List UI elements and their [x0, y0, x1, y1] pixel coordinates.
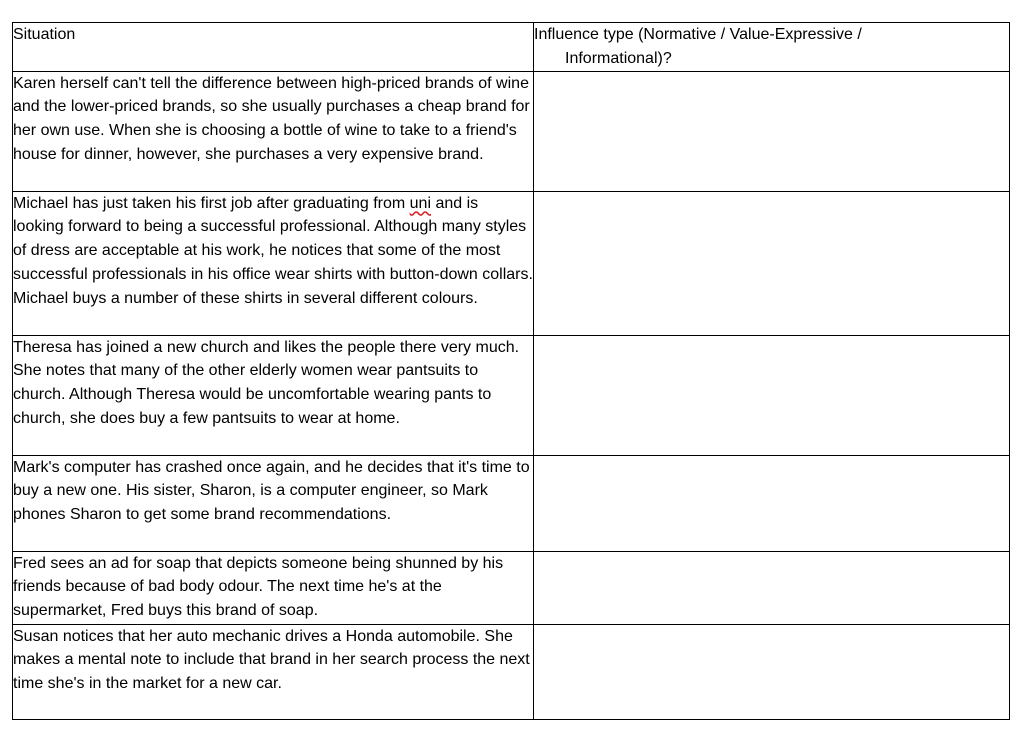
- influence-answer-cell[interactable]: [534, 551, 1010, 624]
- influence-column-header: [534, 23, 1010, 72]
- influence-answer-cell[interactable]: [534, 455, 1010, 551]
- situation-cell-theresa: Theresa has joined a new church and likes the people there very much. She notes that many of the other elderly women wear pantsuits to church. Although Theresa would be uncomfortable wearing pants to church, she does buy a few pantsuits to wear at home.: [13, 335, 534, 455]
- spellcheck-flagged-word: uni: [409, 194, 431, 212]
- situation-cell-mark: Mark's computer has crashed once again, and he decides that it's time to buy a new one. His sister, Sharon, is a computer engineer, so Mark phones Sharon to get some brand recommendations.: [13, 455, 534, 551]
- situation-text-part: Michael has just taken his first job after graduating from: [13, 194, 410, 212]
- situation-cell-fred: Fred sees an ad for soap that depicts someone being shunned by his friends because of bad body odour. The next time he's at the supermarket, Fred buys this brand of soap.: [13, 551, 534, 624]
- table-header-row: [13, 23, 1010, 72]
- influence-header-line-2: Informational)?: [565, 49, 672, 67]
- influence-type-table: [12, 22, 1010, 720]
- table-row: [13, 624, 1010, 719]
- table-row: [13, 551, 1010, 624]
- influence-answer-cell[interactable]: [534, 71, 1010, 191]
- table-row: [13, 455, 1010, 551]
- table-row: [13, 335, 1010, 455]
- situation-cell-karen: Karen herself can't tell the difference between high-priced brands of wine and the lower-priced brands, so she usually purchases a cheap brand for her own use. When she is choosing a bottle of wine to take to a friend's house for dinner, however, she purchases a very expensive brand.: [13, 71, 534, 191]
- influence-header-line-1: Influence type (Normative / Value-Expressive /: [534, 26, 862, 43]
- situation-text-part: and is looking forward to being a successful professional. Although many styles of dress are acceptable at his work, he notices that some of the most successful professionals in his office wear shirts with button-down collars. Michael buys a number of these shirts in several different colours.: [13, 194, 533, 307]
- situation-cell-michael: [13, 191, 534, 335]
- influence-answer-cell[interactable]: [534, 335, 1010, 455]
- influence-answer-cell[interactable]: [534, 624, 1010, 719]
- table-row: [13, 191, 1010, 335]
- situation-column-header: Situation: [13, 23, 534, 72]
- situation-cell-susan: Susan notices that her auto mechanic drives a Honda automobile. She makes a mental note to include that brand in her search process the next time she's in the market for a new car.: [13, 624, 534, 719]
- influence-answer-cell[interactable]: [534, 191, 1010, 335]
- table-row: [13, 71, 1010, 191]
